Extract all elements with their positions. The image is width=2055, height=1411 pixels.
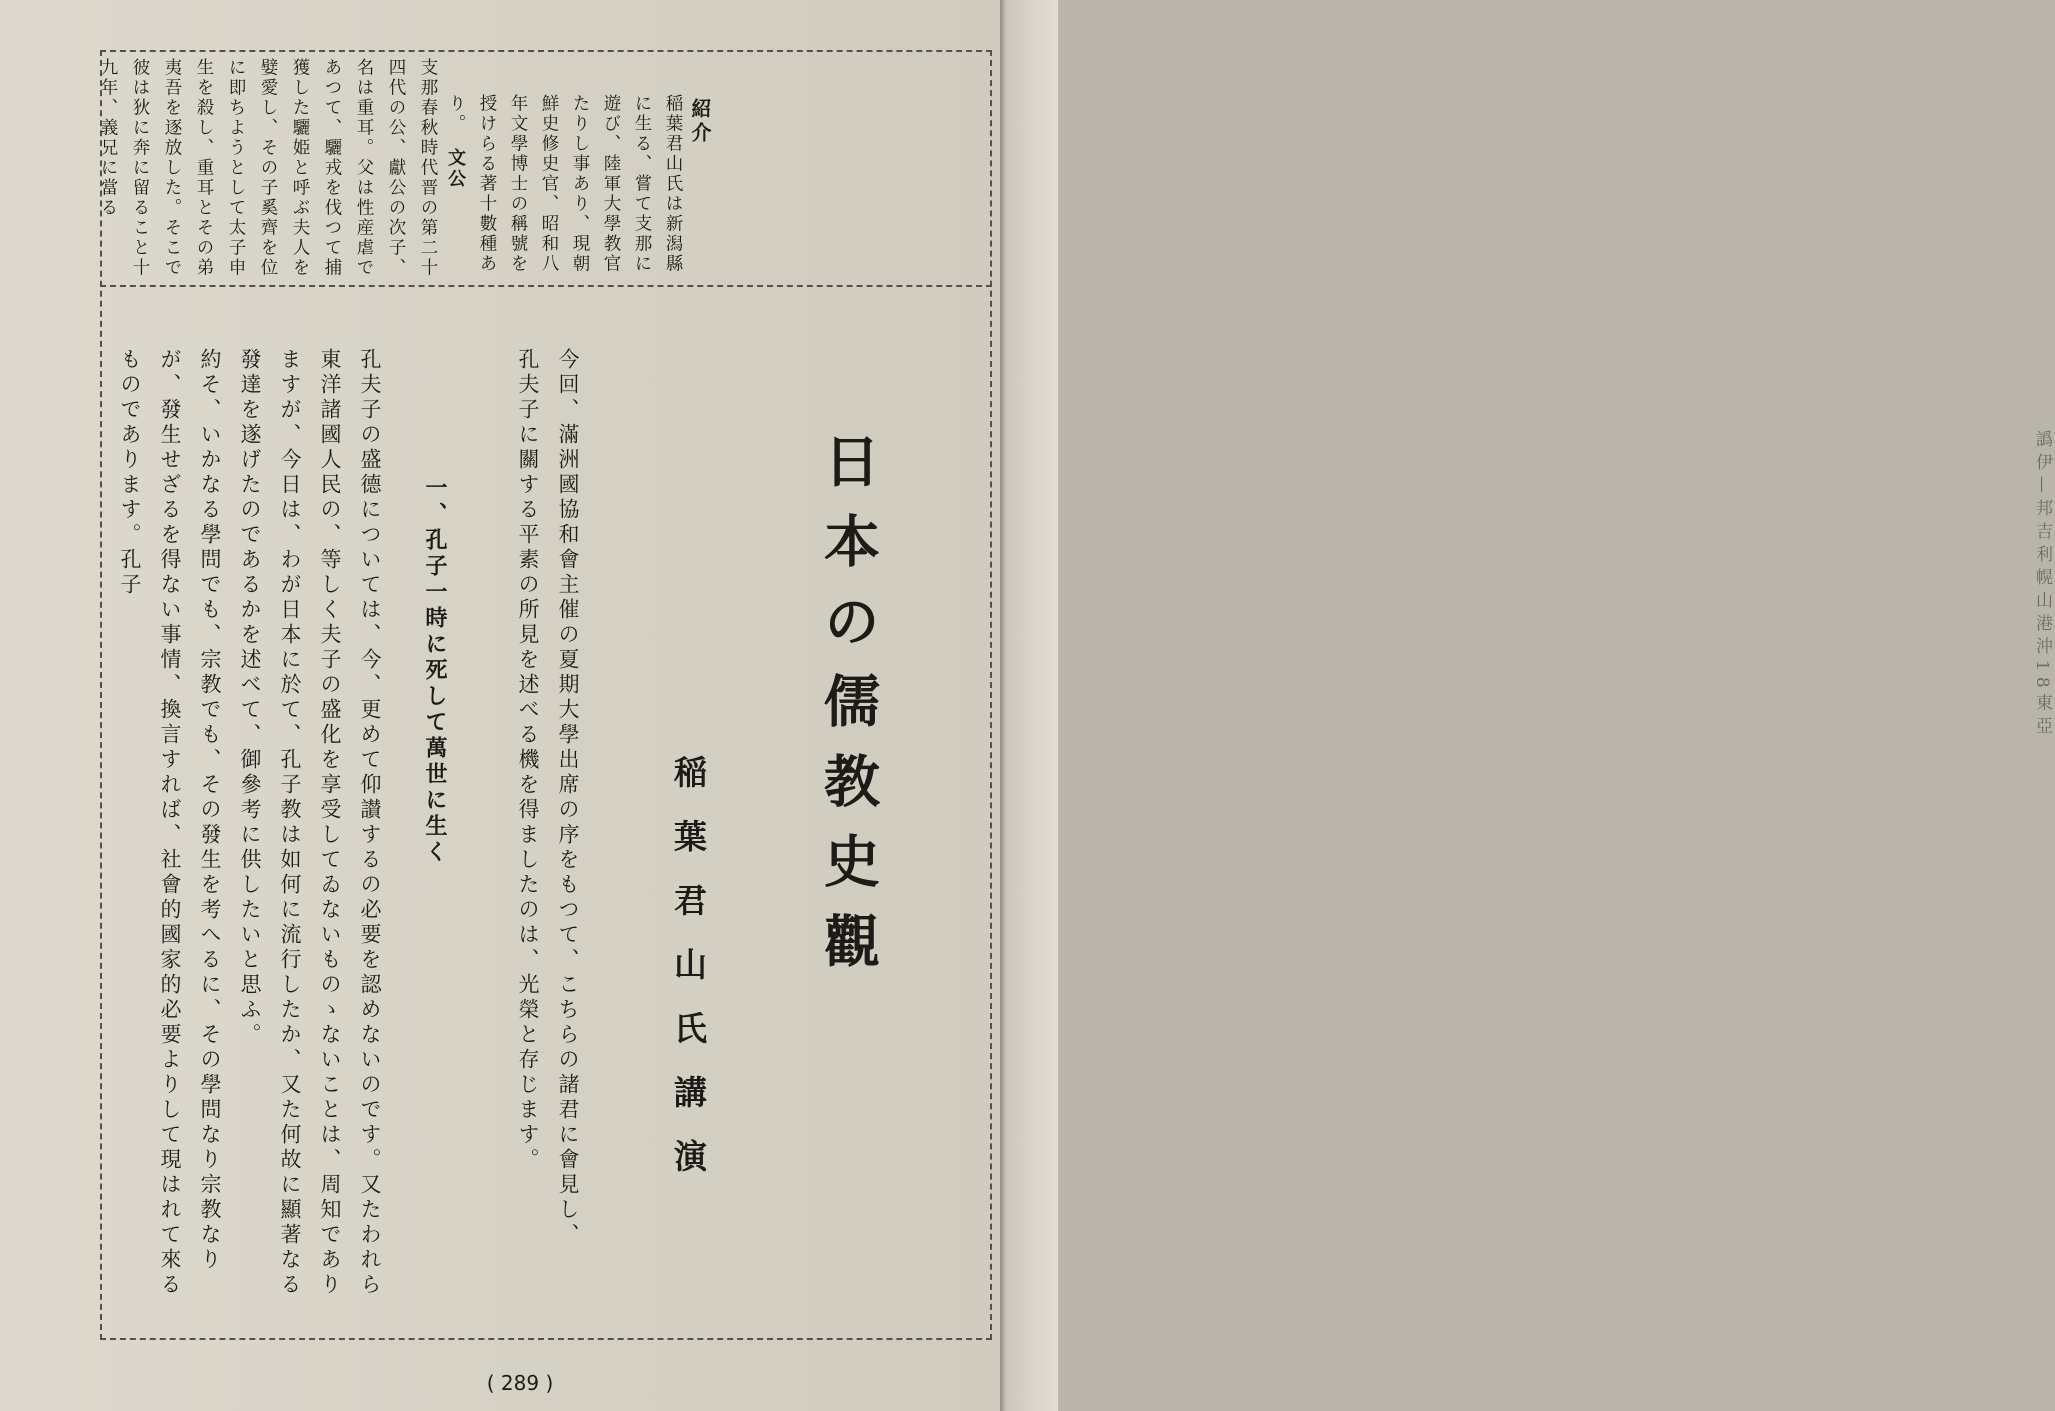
article-body: 孔夫子の盛德については、今、更めて仰讃するの必要を認めないのです。又たわれら東洋諸國人民の、等しく夫子の盛化を享受してゐないものゝないことは、周知でありますが、今日は、わが日本に於て、孔子教は如何に流行したか、又た何故に顯著なる發達を遂げたのであるかを述べて、御參考に供したいと思ふ。 約そ、いかなる學問でも、宗教でも、その發生を考へるに、その學問なり宗教なりが、發生せざるを得ない事情、換言すれば、社會的國家的必要よりして現はれて來るものであります。孔子 [118,348,382,1298]
introduction-text: 稲葉君山氏は新潟縣に生る、嘗て支那に遊び、陸軍大學教官たりし事あり、現朝鮮史修史官、昭和八年文學博士の稱號を授けらる著十數種あり。 [446,94,683,274]
gloss-heading: 文公 [445,148,466,190]
intro-divider [100,285,992,287]
article-author: 稲葉君山氏講演 [669,755,708,1203]
gloss-text: 支那春秋時代晋の第二十四代の公、獻公の次子、名は重耳。父は性産虐であつて、驪戎を伐つて捕獲した驪姫と呼ぶ夫人を嬖愛し、その子奚齊を位に即ちようとして太子申生を殺し、重耳とその弟夷吾を逐放した。そこで彼は狄に奔に留ること十九年、義兄に當る [98,58,438,278]
adjacent-page-text: 譌伊—邦吉利幌山港沖18東亞 [2032,430,2052,740]
section-heading: 一、孔子一時に死して萬世に生く [422,476,448,866]
article-lead: 今回、滿洲國協和會主催の夏期大學出席の序をもつて、こちらの諸君に會見し、孔夫子に關する平素の所見を述べる機を得ましたのは、光榮と存じます。 [516,348,580,1248]
adjacent-page-edge [1000,0,2052,1411]
page-number: ( 289 ) [486,1371,554,1395]
article-title: 日本の儒教史觀 [815,432,881,992]
introduction-heading: 紹介 [688,98,712,146]
